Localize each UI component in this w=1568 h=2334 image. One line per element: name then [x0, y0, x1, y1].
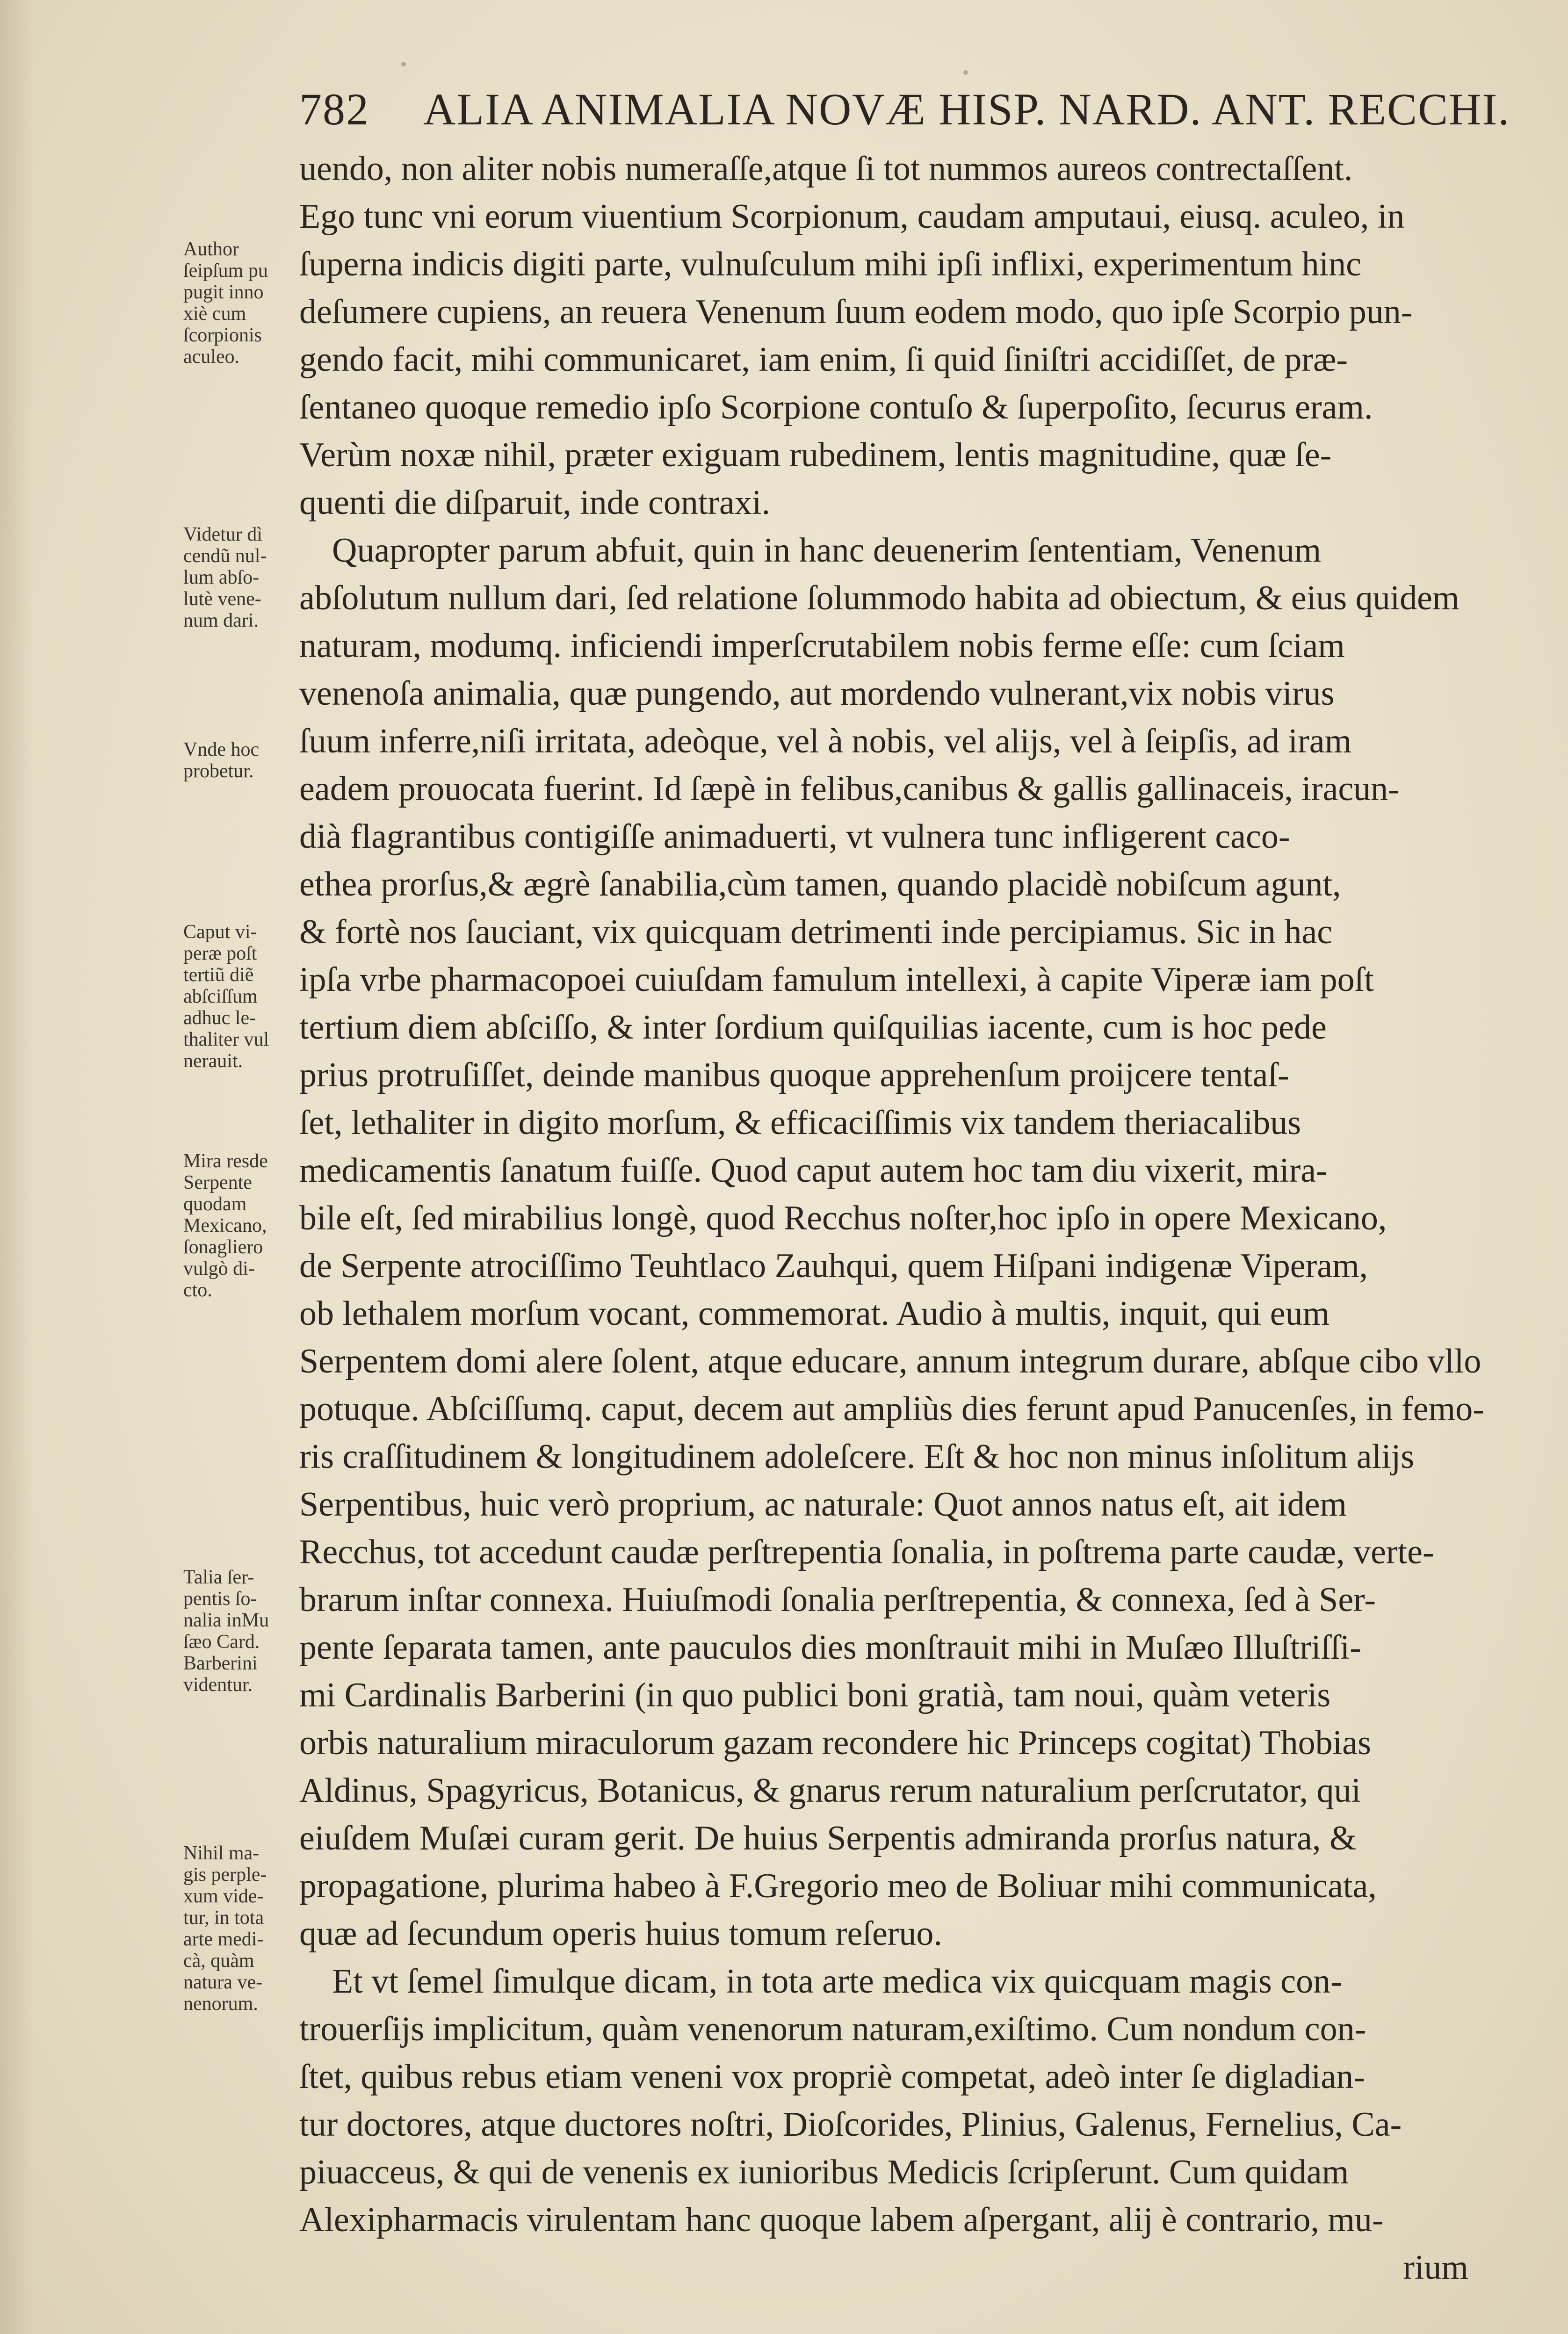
margin-note-line: Mira resde: [183, 1150, 268, 1172]
text-line: Serpentibus, huic verò proprium, ac naturale: Quot annos natus eſt, ait idem: [299, 1485, 1347, 1524]
margin-note-line: nalia inMu: [183, 1610, 269, 1631]
text-line: ethea prorſus,& ægrè ſanabilia,cùm tamen, quando placidè nobiſcum agunt,: [299, 865, 1341, 903]
text-line: propagatione, plurima habeo à F.Gregorio meo de Boliuar mihi communicata,: [299, 1867, 1377, 1905]
running-title: ALIA ANIMALIA NOVÆ HISP. NARD. ANT. RECCHI.: [423, 84, 1510, 134]
margin-note-line: Talia ſer-: [183, 1567, 254, 1588]
text-line: piuacceus, & qui de venenis ex iunioribus Medicis ſcripſerunt. Cum quidam: [299, 2153, 1349, 2191]
text-line: & fortè nos ſauciant, vix quicquam detrimenti inde percipiamus. Sic in hac: [299, 913, 1333, 951]
text-line: ſet, lethaliter in digito morſum, & efficaciſſimis vix tandem theriacalibus: [299, 1104, 1301, 1142]
margin-note-line: lum abſo-: [183, 567, 260, 588]
text-line: orbis naturalium miraculorum gazam recondere hic Princeps cogitat) Thobias: [299, 1724, 1371, 1762]
paper-speck: [963, 70, 968, 75]
text-line: ſuum inferre,niſi irritata, adeòque, vel à nobis, vel alijs, vel à ſeipſis, ad iram: [299, 722, 1352, 760]
text-line: Recchus, tot accedunt caudæ perſtrepentia ſonalia, in poſtrema parte caudæ, verte-: [299, 1533, 1434, 1571]
margin-note-line: Author: [183, 238, 239, 260]
margin-note-line: peræ poſt: [183, 943, 257, 964]
margin-note-line: nenorum.: [183, 1993, 258, 2015]
margin-note-line: abſciſſum: [183, 986, 258, 1007]
margin-note-line: thaliter vul: [183, 1029, 269, 1050]
text-line: ſtet, quibus rebus etiam veneni vox propriè competat, adeò inter ſe digladian-: [299, 2058, 1365, 2096]
text-line: prius protruſiſſet, deinde manibus quoque apprehenſum proijcere tentaſ-: [299, 1056, 1289, 1094]
margin-note-line: Nihil ma-: [183, 1843, 260, 1864]
margin-note-line: ſeipſum pu: [183, 260, 268, 282]
margin-note: [183, 1567, 296, 1696]
text-line: potuque. Abſciſſumq. caput, decem aut ampliùs dies ferunt apud Panucenſes, in femo-: [299, 1390, 1484, 1428]
margin-note-line: Videtur dì: [183, 524, 262, 545]
margin-note-line: ſcorpionis: [183, 325, 262, 346]
margin-note-line: ſæo Card.: [183, 1631, 260, 1653]
margin-note-line: aculeo.: [183, 346, 240, 368]
text-line: Alexipharmacis virulentam hanc quoque labem aſpergant, alij è contrario, mu-: [299, 2201, 1384, 2239]
text-line: abſolutum nullum dari, ſed relatione ſolummodo habita ad obiectum, & eius quidem: [299, 579, 1460, 617]
margin-note-line: Caput vi-: [183, 921, 257, 943]
margin-note: [183, 1150, 296, 1301]
margin-note-line: quodam: [183, 1193, 247, 1215]
margin-note: [183, 739, 296, 782]
margin-note-line: tertiũ diẽ: [183, 964, 254, 986]
margin-note-line: cà, quàm: [183, 1950, 254, 1972]
text-line: Aldinus, Spagyricus, Botanicus, & gnarus rerum naturalium perſcrutator, qui: [299, 1771, 1361, 1810]
spine-shadow: [0, 0, 33, 2334]
text-line: Ego tunc vni eorum viuentium Scorpionum, caudam amputaui, eiusq. aculeo, in: [299, 197, 1405, 236]
margin-note-line: cto.: [183, 1279, 212, 1301]
text-line: de Serpente atrociſſimo Teuhtlaco Zauhqui, quem Hiſpani indigenæ Viperam,: [299, 1247, 1368, 1285]
text-line: Serpentem domi alere ſolent, atque educare, annum integrum durare, abſque cibo vllo: [299, 1342, 1481, 1380]
margin-note-line: probetur.: [183, 760, 254, 782]
margin-note-line: cendũ nul-: [183, 545, 267, 567]
text-line: eadem prouocata fuerint. Id ſæpè in felibus,canibus & gallis gallinaceis, iracun-: [299, 770, 1400, 808]
text-line: bile eſt, ſed mirabilius longè, quod Recchus noſter,hoc ipſo in opere Mexicano,: [299, 1199, 1387, 1237]
text-line: naturam, modumq. inficiendi imperſcrutabilem nobis ferme eſſe: cum ſciam: [299, 627, 1345, 665]
text-line: eiuſdem Muſæi curam gerit. De huius Serpentis admiranda prorſus natura, &: [299, 1819, 1357, 1857]
margin-note-line: Mexicano,: [183, 1215, 267, 1236]
page-number: 782: [299, 84, 369, 134]
text-line: Et vt ſemel ſimulque dicam, in tota arte medica vix quicquam magis con-: [332, 1962, 1342, 2001]
text-line: tertium diem abſciſſo, & inter ſordium quiſquilias iacente, cum is hoc pede: [299, 1008, 1327, 1047]
margin-note-line: natura ve-: [183, 1972, 263, 1993]
text-line: dià flagrantibus contigiſſe animaduerti, vt vulnera tunc infligerent caco-: [299, 817, 1290, 856]
margin-note: [183, 524, 296, 631]
margin-note-line: lutè vene-: [183, 588, 261, 610]
text-line: quenti die diſparuit, inde contraxi.: [299, 484, 770, 522]
text-line: ſentaneo quoque remedio ipſo Scorpione contuſo & ſuperpoſito, ſecurus eram.: [299, 388, 1373, 426]
text-line: ris craſſitudinem & longitudinem adoleſcere. Eſt & hoc non minus inſolitum alijs: [299, 1438, 1415, 1476]
text-line: venenoſa animalia, quæ pungendo, aut mordendo vulnerant,vix nobis virus: [299, 674, 1335, 713]
text-line: medicamentis ſanatum fuiſſe. Quod caput autem hoc tam diu vixerit, mira-: [299, 1151, 1328, 1190]
text-line: quæ ad ſecundum operis huius tomum reſeruo.: [299, 1915, 942, 1953]
margin-note-line: videntur.: [183, 1674, 253, 1696]
margin-note-line: xiè cum: [183, 303, 246, 325]
margin-note-line: pugit inno: [183, 282, 264, 303]
margin-note-line: nerauit.: [183, 1050, 243, 1072]
text-line: ipſa vrbe pharmacopoei cuiuſdam famulum intellexi, à capite Viperæ iam poſt: [299, 961, 1374, 999]
margin-note-line: adhuc le-: [183, 1007, 256, 1029]
margin-note-line: pentis ſo-: [183, 1588, 257, 1610]
margin-note: [183, 1843, 296, 2015]
text-line: mi Cardinalis Barberini (in quo publici boni gratià, tam noui, quàm veteris: [299, 1676, 1331, 1714]
margin-note-line: vulgò di-: [183, 1258, 255, 1279]
margin-note: [183, 238, 296, 368]
margin-note: [183, 921, 296, 1072]
margin-note-line: arte medi-: [183, 1929, 264, 1950]
text-line: ob lethalem morſum vocant, commemorat. Audio à multis, inquit, qui eum: [299, 1294, 1330, 1333]
text-line: deſumere cupiens, an reuera Venenum ſuum eodem modo, quo ipſe Scorpio pun-: [299, 293, 1413, 331]
text-line: pente ſeparata tamen, ante pauculos dies monſtrauit mihi in Muſæo Illuſtriſſi-: [299, 1628, 1361, 1667]
margin-note-line: Serpente: [183, 1172, 252, 1193]
text-line: Quapropter parum abfuit, quin in hanc deuenerim ſententiam, Venenum: [332, 531, 1322, 570]
catchword: rium: [1403, 2248, 1468, 2287]
text-line: ſuperna indicis digiti parte, vulnuſculum mihi ipſi inflixi, experimentum hinc: [299, 245, 1361, 283]
main-text: [299, 145, 1496, 2291]
page-header: [299, 83, 1510, 135]
margin-note-line: ſonagliero: [183, 1236, 263, 1258]
text-line: uendo, non aliter nobis numeraſſe,atque ſi tot nummos aureos contrectaſſent.: [299, 150, 1353, 188]
text-line: tur doctores, atque ductores noſtri, Dioſcorides, Plinius, Galenus, Fernelius, Ca-: [299, 2105, 1402, 2144]
margin-note-line: tur, in tota: [183, 1907, 264, 1929]
text-line: Verùm noxæ nihil, præter exiguam rubedinem, lentis magnitudine, quæ ſe-: [299, 436, 1332, 474]
margin-note-line: Vnde hoc: [183, 739, 260, 760]
text-line: brarum inſtar connexa. Huiuſmodi ſonalia perſtrepentia, & connexa, ſed à Ser-: [299, 1581, 1376, 1619]
margin-note-line: gis perple-: [183, 1864, 267, 1886]
paper-speck: [401, 62, 406, 66]
text-line: gendo facit, mihi communicaret, iam enim, ſi quid ſiniſtri accidiſſet, de præ-: [299, 340, 1348, 379]
margin-note-line: xum vide-: [183, 1886, 264, 1907]
text-line: trouerſijs implicitum, quàm venenorum naturam,exiſtimo. Cum nondum con-: [299, 2010, 1366, 2048]
margin-note-line: num dari.: [183, 610, 259, 631]
margin-note-line: Barberini: [183, 1653, 258, 1674]
